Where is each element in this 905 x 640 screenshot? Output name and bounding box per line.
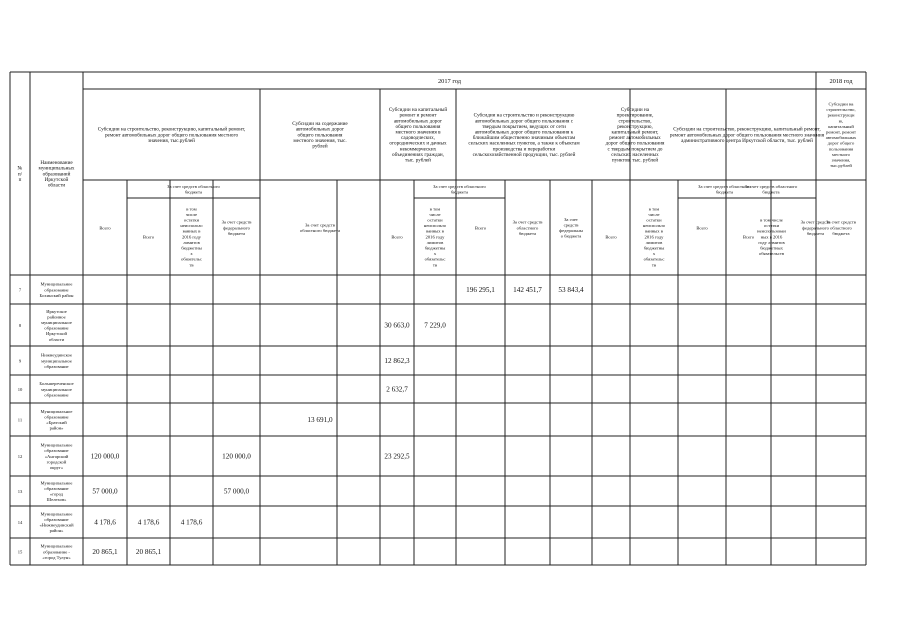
row-municipality-name: Муниципальное образование Бохинский район <box>39 281 74 298</box>
table-texts <box>18 78 857 560</box>
header-number: № п/ п <box>17 165 23 183</box>
cell-value-g1-incl: 4 178,6 <box>180 518 203 527</box>
leaf-fed-g6: За счет средств федерального бюджета <box>800 219 831 236</box>
row-number: 14 <box>17 519 23 525</box>
row-municipality-name: Нижнеудинское муниципальное образование <box>40 352 73 369</box>
leaf-total-g4: Всего <box>474 225 487 231</box>
row-number: 9 <box>18 358 22 364</box>
cell-value-g1-total: 4 178,6 <box>94 518 116 527</box>
row-municipality-name: Муниципальное образование «Нижнеудинский район» <box>39 511 74 534</box>
leaf-total-g6: Всего <box>696 225 708 231</box>
row-number: 10 <box>17 386 23 392</box>
group-road-construction: Субсидии на строительство, реконструкцию, капитальный ремонт, ремонт автомобильных дорог общего пользования местного значения, тыс.рублей <box>97 126 246 144</box>
cell-value-g1-obl: 4 178,6 <box>137 518 160 527</box>
cell-value-g4-total: 196 295,1 <box>466 286 495 295</box>
cell-value-g1-total: 20 865,1 <box>92 548 118 557</box>
row-municipality-name: Муниципальное образование -«город Тулун» <box>40 543 73 560</box>
group-rural-settlements-roads: Субсидии на проектирование, строительство, реконструкцию, капитальный ремонт, ремонт автомобильных дорог общего пользования с твердым покрытием до сельских населенных пунктов, тыс. рублей <box>605 107 665 164</box>
subheader-obl-budget-g6: За счет средств областного бюджета <box>744 183 798 195</box>
header-municipality-name: Наименование муниципальных образований Иркутской области <box>38 160 75 189</box>
row-municipality-name: Муниципальное образование «Ангарский городской округ» <box>40 442 73 470</box>
leaf-obl-total-g6: Всего <box>742 234 755 240</box>
cell-value-g1-fed: 57 000,0 <box>223 487 250 496</box>
subheader-obl-budget-g5: За счет средств областного бюджета <box>698 183 751 195</box>
group-garden-roads: Субсидии на капитальный ремонт и ремонт автомобильных дорог общего пользования местного значения в садоводческих, огороднических и дачных некоммерческих объединениях граждан, тыс. рублей <box>388 107 448 164</box>
cell-value-g4-obl: 142 451,7 <box>513 286 542 295</box>
leaf-balance-g5: в том числе остатки неиспользо ванных в 2016 году лимитов бюджетны х обязательс тв <box>642 206 666 268</box>
leaf-balance-g1: в том числе остатки неиспользо ванных в 2016 году лимитов бюджетны х обязательс тв <box>180 206 203 268</box>
leaf-balance-g6: в том числе остатки неиспользован ных в 2016 году лимитов бюджетных обязательств <box>757 217 786 257</box>
group-2018-roads: Субсидии на строительство, реконструкци ю, капитальный ремонт, ремонт автомобильных дорог общего пользования местного значения, тыс.рублей <box>825 101 857 169</box>
leaf-total-g3: Всего <box>391 234 403 240</box>
cell-value-g3-total: 30 663,0 <box>384 321 410 330</box>
row-municipality-name: Муниципальное образование «город Шелехов» <box>40 480 73 503</box>
cell-value-g3-total: 23 292,5 <box>384 452 410 461</box>
leaf-total-g1: Всего <box>99 225 111 231</box>
cell-value-g1-total: 120 000,0 <box>90 452 120 461</box>
cell-value-g2-obl: 13 691,0 <box>307 416 333 425</box>
group-road-maintenance: Субсидии на содержание автомобильных дорог общего пользования местного значения, тыс. рублей <box>292 121 348 150</box>
header-year-2018: 2018 год <box>829 77 853 85</box>
row-municipality-name: Муниципальное образование «Братский район» <box>40 408 73 431</box>
cell-value-g3-total: 12 862,3 <box>384 357 410 366</box>
cell-value-g3-incl: 7 229,0 <box>424 321 446 330</box>
row-number: 13 <box>17 488 23 494</box>
leaf-obl-total-g1: Всего <box>142 234 155 240</box>
row-number: 11 <box>17 417 23 423</box>
leaf-obl-g2: За счет средств областного бюджета <box>300 222 340 234</box>
row-municipality-name: Иркутское районное муниципальное образование Иркутской области <box>41 308 72 342</box>
group-admin-center-roads: Субсидии на строительство, реконструкцию, капитальный ремонт, ремонт автомобильных дорог общего пользования местного значения административного центра Иркутской области, тыс. рублей <box>669 126 825 144</box>
cell-value-g1-obl: 20 865,1 <box>135 548 162 557</box>
cell-value-g3-total: 2 632,7 <box>386 385 408 394</box>
cell-value-g1-total: 57 000,0 <box>92 487 118 496</box>
row-number: 15 <box>17 549 23 555</box>
leaf-balance-g3: в том числе остатки неиспользо ванных в 2016 году лимитов бюджетны х обязательс тв <box>423 206 447 268</box>
leaf-fed-g1: За счет средств федерального бюджета <box>221 219 252 236</box>
header-year-2017: 2017 год <box>437 77 462 85</box>
cell-value-g4-fed: 53 843,4 <box>558 286 584 295</box>
leaf-obl-g4: За счет средств областного бюджета <box>512 219 543 236</box>
leaf-fed-g4: За счет средств федеральны о бюджета <box>559 216 583 239</box>
subheader-obl-budget-g1: За счет средств областного бюджета <box>167 183 220 195</box>
row-number: 12 <box>17 453 23 459</box>
leaf-total-g5: Всего <box>605 234 617 240</box>
row-municipality-name: Большереченское муниципальное образование <box>39 381 74 398</box>
row-number: 7 <box>18 287 22 293</box>
leaf-obl-g7: За счет средств областного бюджета <box>826 219 856 236</box>
subheader-obl-budget-g3: За счет средств областного бюджета <box>433 183 486 195</box>
row-number: 8 <box>18 322 22 328</box>
group-rural-objects-roads: Субсидии на строительство и реконструкцию автомобильных дорог общего пользования с твердым покрытием, ведущих от сети автомобильных дорог общего пользования к ближайшим общественно значимым объектам сельских населенных пунктов, а также к объектам производства и переработки сельскохозяйственной продукции, тыс. рублей <box>468 112 580 158</box>
cell-value-g1-fed: 120 000,0 <box>222 452 251 461</box>
